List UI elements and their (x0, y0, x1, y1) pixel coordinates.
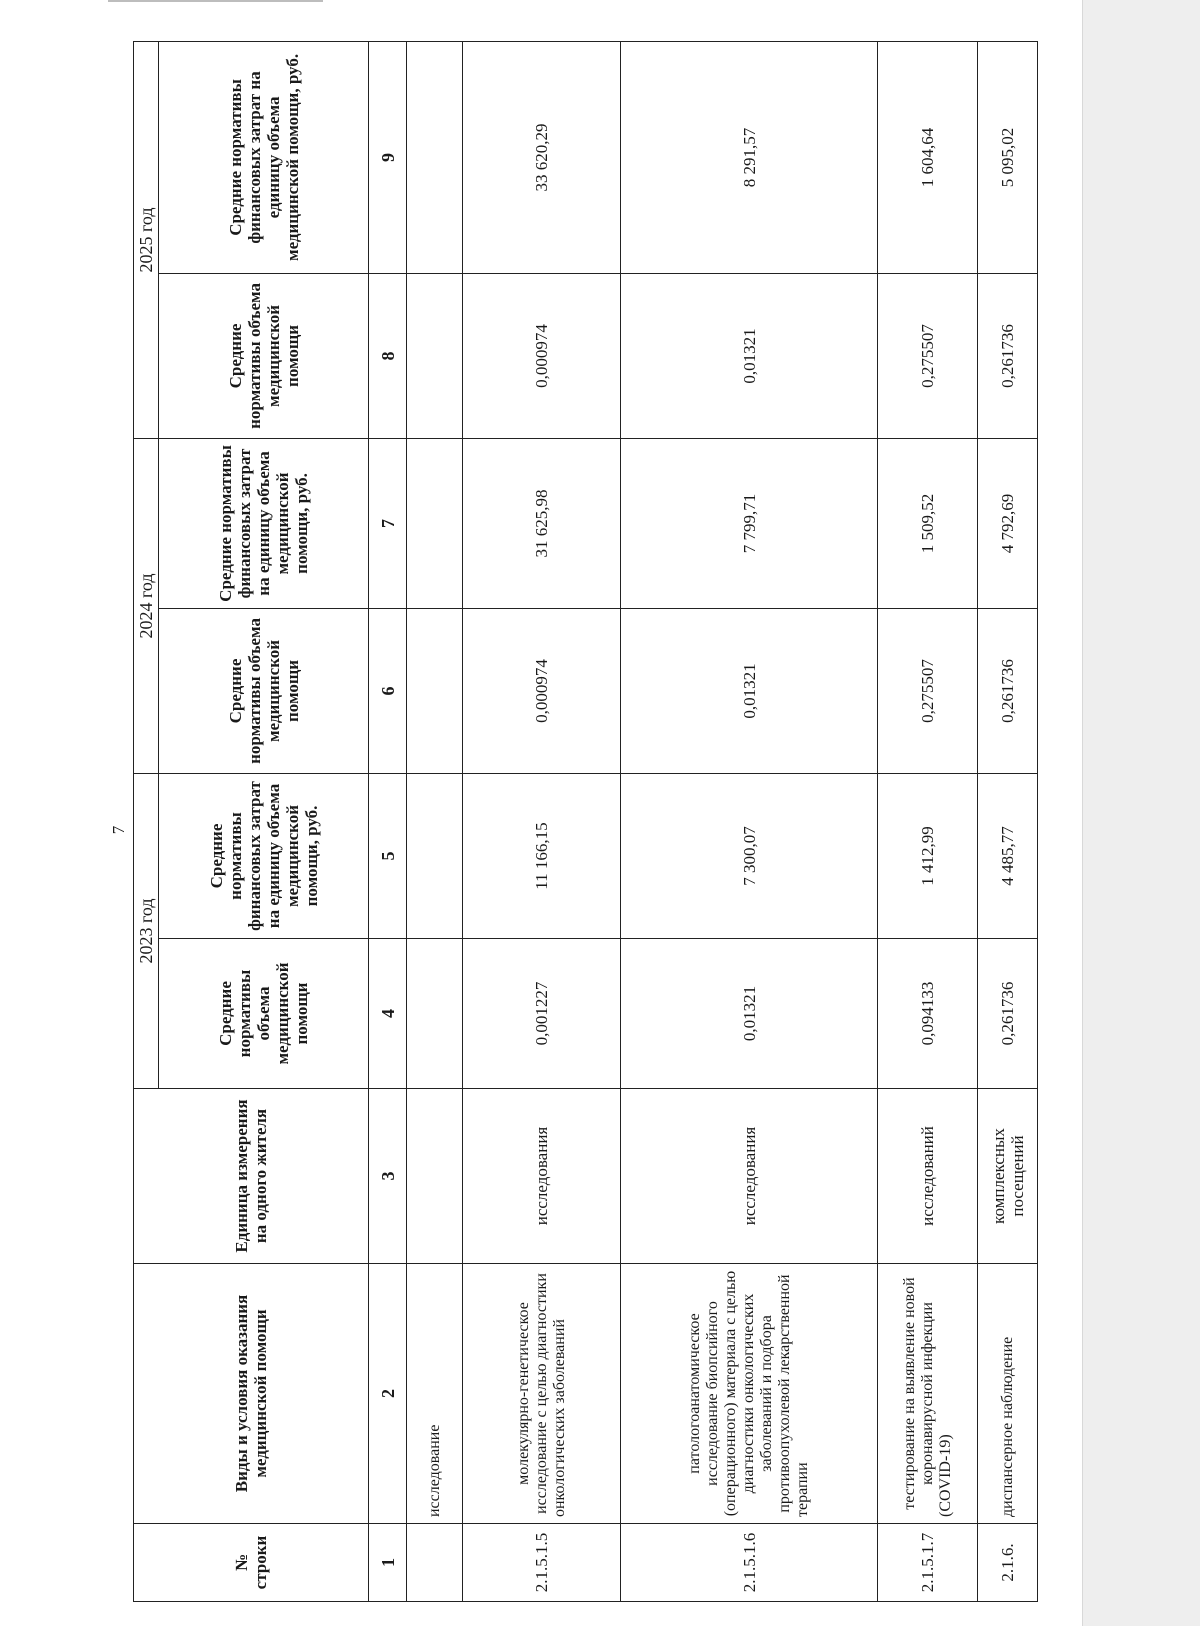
row-name: молекулярно-генетическое исследование с целью диагностики онкологических заболеваний (463, 1264, 621, 1524)
volume-2024: 0,275507 (878, 608, 978, 773)
column-index: 8 (369, 273, 407, 438)
cost-2023: 7 300,07 (621, 773, 878, 938)
row-unit: комплексных посещений (978, 1089, 1038, 1264)
volume-2023 (407, 939, 463, 1089)
cost-2024: 1 509,52 (878, 438, 978, 608)
cost-2024 (407, 438, 463, 608)
cost-2023 (407, 773, 463, 938)
volume-2024 (407, 608, 463, 773)
cost-2024: 4 792,69 (978, 438, 1038, 608)
header-volume-2023: Средние нормативы объема медицинской помощи (159, 939, 369, 1089)
column-index: 6 (369, 608, 407, 773)
cost-2025: 8 291,57 (621, 41, 878, 273)
cost-2025 (407, 41, 463, 273)
header-volume-2025: Средние нормативы объема медицинской помощи (159, 273, 369, 438)
header-cost-2023: Средние нормативы финансовых затрат на единицу объема медицинской помощи, руб. (159, 773, 369, 938)
row-name: тестирование на выявление новой коронавирусной инфекции (COVID-19) (878, 1264, 978, 1524)
volume-2025: 0,261736 (978, 273, 1038, 438)
volume-2024: 0,261736 (978, 608, 1038, 773)
row-code: 2.1.6. (978, 1524, 1038, 1602)
cost-2023: 4 485,77 (978, 773, 1038, 938)
cost-2024: 31 625,98 (463, 438, 621, 608)
row-code (407, 1524, 463, 1602)
volume-2023: 0,01321 (621, 939, 878, 1089)
row-unit: исследований (878, 1089, 978, 1264)
row-code: 2.1.5.1.5 (463, 1524, 621, 1602)
volume-2023: 0,001227 (463, 939, 621, 1089)
header-cost-2024: Средние нормативы финансовых затрат на единицу объема медицинской помощи, руб. (159, 438, 369, 608)
rotated-page (107, 42, 1032, 1602)
norms-table (133, 41, 1038, 1602)
row-unit: исследования (463, 1089, 621, 1264)
cost-2025: 33 620,29 (463, 41, 621, 273)
volume-2025: 0,000974 (463, 273, 621, 438)
scan-margin (1082, 0, 1200, 1626)
column-index: 4 (369, 939, 407, 1089)
table-row (463, 41, 621, 1601)
header-volume-2024: Средние нормативы объема медицинской помощи (159, 608, 369, 773)
volume-2025: 0,01321 (621, 273, 878, 438)
header-unit: Единица измерения на одного жителя (134, 1089, 369, 1264)
header-kind: Виды и условия оказания медицинской помощи (134, 1264, 369, 1524)
header-year-2024: 2024 год (134, 438, 159, 773)
header-year-2023: 2023 год (134, 773, 159, 1088)
header-row-number: № строки (134, 1524, 369, 1602)
row-code: 2.1.5.1.6 (621, 1524, 878, 1602)
column-index: 5 (369, 773, 407, 938)
row-code: 2.1.5.1.7 (878, 1524, 978, 1602)
volume-2023: 0,261736 (978, 939, 1038, 1089)
header-year-2025: 2025 год (134, 41, 159, 438)
cost-2023: 11 166,15 (463, 773, 621, 938)
row-unit (407, 1089, 463, 1264)
table-row (878, 41, 978, 1601)
row-name: исследование (407, 1264, 463, 1524)
table-row (978, 41, 1038, 1601)
volume-2025: 0,275507 (878, 273, 978, 438)
column-index: 3 (369, 1089, 407, 1264)
volume-2025 (407, 273, 463, 438)
volume-2024: 0,000974 (463, 608, 621, 773)
row-name: диспансерное наблюдение (978, 1264, 1038, 1524)
page-number: 7 (109, 825, 128, 835)
cost-2025: 1 604,64 (878, 41, 978, 273)
column-index: 9 (369, 41, 407, 273)
volume-2023: 0,094133 (878, 939, 978, 1089)
header-cost-2025: Средние нормативы финансовых затрат на единицу объема медицинской помощи, руб. (159, 41, 369, 273)
scan-top-mark (108, 0, 323, 5)
cost-2024: 7 799,71 (621, 438, 878, 608)
cost-2025: 5 095,02 (978, 41, 1038, 273)
column-index: 2 (369, 1264, 407, 1524)
table-row (407, 41, 463, 1601)
row-unit: исследования (621, 1089, 878, 1264)
row-name: патологоанатомическое исследование биопсийного (операционного) материала с целью диагностики онкологических заболеваний и подбора противоопухолевой лекарственной терапии (621, 1264, 878, 1524)
column-index: 7 (369, 438, 407, 608)
volume-2024: 0,01321 (621, 608, 878, 773)
table-row (621, 41, 878, 1601)
cost-2023: 1 412,99 (878, 773, 978, 938)
column-index: 1 (369, 1524, 407, 1602)
